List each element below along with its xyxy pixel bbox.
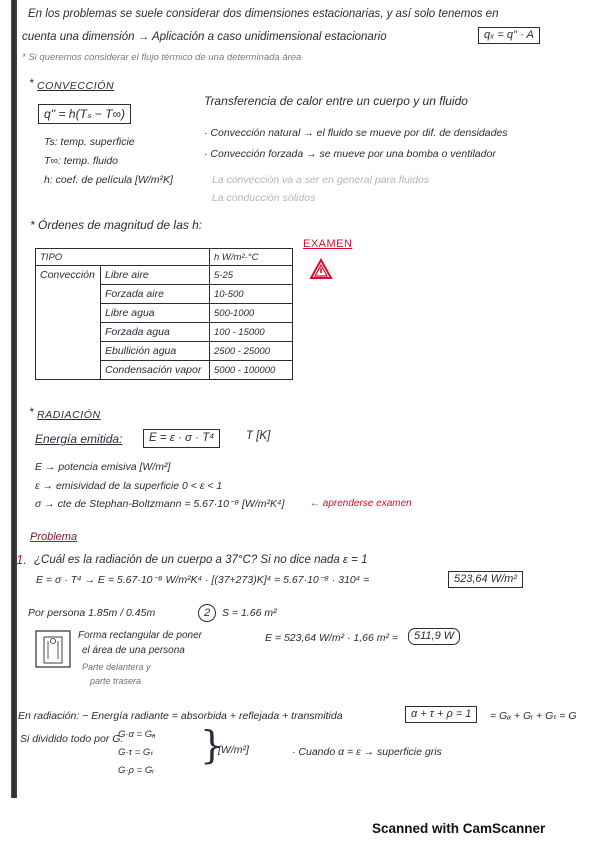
area-factor [198, 604, 216, 622]
header-h: h W/m²·°C [210, 249, 293, 266]
intro-line-3: * Si queremos considerar el flujo térmico de una determinada área [22, 52, 302, 63]
table-header-row [36, 249, 293, 266]
row-type: Condensación vapor [101, 361, 210, 380]
def-stefan-boltzmann: σ → cte de Stephan-Boltzmann = 5.67·10⁻⁸ [W/m²K⁴] [35, 498, 285, 510]
magnitudes-title: * Órdenes de magnitud de las h: [30, 218, 203, 232]
def-emissive-power: E → potencia emisiva [W/m²] [35, 461, 171, 473]
faded-note-conduction: La conducción sólidos [212, 192, 316, 204]
convection-heading: CONVECCIÓN [37, 80, 115, 92]
radiation-formula-box: E = ε · σ · T⁴ [143, 429, 220, 448]
area-result: S = 1.66 m² [222, 607, 277, 619]
power-equation: E = 523,64 W/m² · 1,66 m² = [265, 632, 399, 644]
problem-heading: Problema [30, 531, 78, 543]
row-value: 2500 - 25000 [210, 342, 293, 361]
row-value: 5-25 [210, 266, 293, 285]
relation-reflected: G·ρ = Gᵣ [118, 765, 155, 776]
convection-bullet: * [29, 76, 34, 90]
sketch-caption-3: Parte delantera y [82, 662, 151, 672]
exam-note: ← aprenderse examen [310, 498, 412, 509]
row-value: 500-1000 [210, 304, 293, 323]
radiation-bullet: * [29, 405, 34, 419]
intro-line-1: En los problemas se suele considerar dos dimensiones estacionarias, y así solo tenemos en [28, 8, 499, 20]
intro-line-2: cuenta una dimensión → Aplicación a caso unidimensional estacionario [22, 31, 387, 43]
sketch-caption-4: parte trasera [90, 676, 142, 686]
balance-line-1: En radiación: − Energía radiante = absorbida + reflejada + transmitida [18, 710, 343, 722]
row-value: 100 - 15000 [210, 323, 293, 342]
convection-definition: Transferencia de calor entre un cuerpo y un fluido [204, 94, 468, 108]
row-type: Forzada agua [101, 323, 210, 342]
row-type: Forzada aire [101, 285, 210, 304]
relations-unit: [W/m²] [218, 744, 249, 756]
power-result-box: 511,9 W [408, 628, 460, 645]
balance-line-2: Si dividido todo por G. [20, 733, 124, 745]
sketch-caption-2: el área de una persona [82, 645, 185, 656]
area-factor-circle: 2 [198, 604, 216, 622]
warning-icon [309, 258, 333, 280]
header-type: TIPO [36, 249, 210, 266]
scanner-watermark: Scanned with CamScanner [372, 821, 546, 836]
group-convection: Convección [36, 266, 101, 380]
area-text: Por persona 1.85m / 0.45m [28, 607, 156, 619]
row-value: 10-500 [210, 285, 293, 304]
problem-equation: E = σ · T⁴ → E = 5.67·10⁻⁸ W/m²K⁴ · [(37+273)K]⁴ = 5.67·10⁻⁸ · 310⁴ = [36, 574, 370, 586]
exam-label: EXAMEN [303, 238, 353, 250]
variable-ts: Ts: temp. superficie [44, 136, 135, 148]
gray-surface-note: · Cuando α = ε → superficie gris [292, 746, 442, 758]
table-row [36, 266, 293, 285]
variable-tinf: T∞: temp. fluido [44, 155, 119, 167]
problem-number: 1. [16, 552, 27, 567]
intro-formula-box: qₓ = q'' · A [478, 27, 540, 44]
radiation-label: Energía emitida: [35, 432, 123, 446]
problem-question: ¿Cuál es la radiación de un cuerpo a 37°C? Si no dice nada ε = 1 [34, 554, 368, 566]
radiation-temp-unit: T [K] [246, 430, 271, 442]
magnitudes-table [35, 248, 293, 380]
convection-forced: · Convección forzada → se mueve por una bomba o ventilador [204, 148, 496, 160]
row-type: Libre aire [101, 266, 210, 285]
balance-formula-rest: = Gₐ + Gᵣ + Gₜ = G [490, 710, 577, 722]
variable-h: h: coef. de película [W/m²K] [44, 174, 173, 186]
row-type: Ebullición agua [101, 342, 210, 361]
row-type: Libre agua [101, 304, 210, 323]
def-emissivity: ε → emisividad de la superficie 0 < ε < 1 [35, 480, 223, 492]
notebook-edge [11, 0, 17, 798]
person-sketch-icon [34, 627, 74, 671]
balance-formula-box: α + τ + ρ = 1 [405, 706, 477, 723]
sketch-caption-1: Forma rectangular de poner [78, 630, 202, 641]
convection-natural: · Convección natural → el fluido se mueve por dif. de densidades [204, 127, 508, 139]
faded-note-convection: La convección va a ser en general para fluidos [212, 174, 430, 186]
convection-formula-box: q'' = h(Tₛ − T∞) [38, 104, 131, 124]
relation-transmitted: G·τ = Gₜ [118, 747, 154, 758]
relation-absorbed: G·α = Gₐ [118, 729, 156, 740]
problem-result-box: 523,64 W/m² [448, 571, 523, 588]
radiation-heading: RADIACIÓN [37, 409, 101, 421]
relations-brace: } [200, 723, 225, 767]
row-value: 5000 - 100000 [210, 361, 293, 380]
